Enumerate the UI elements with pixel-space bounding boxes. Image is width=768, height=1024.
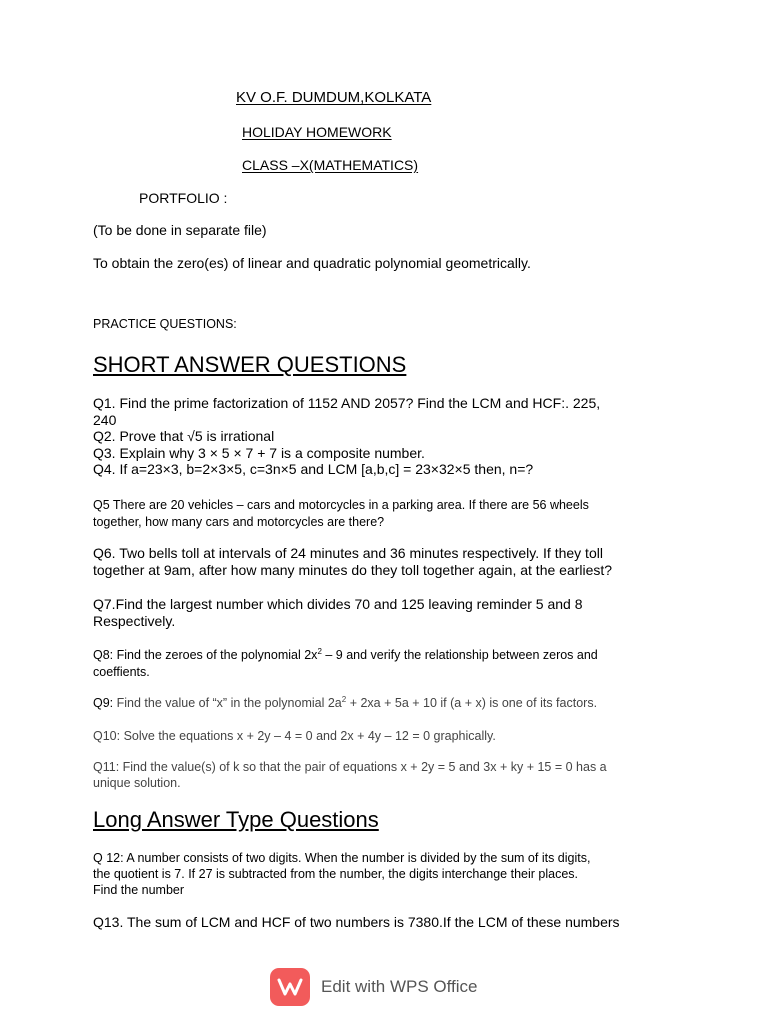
portfolio-task: To obtain the zero(es) of linear and quadratic polynomial geometrically. — [93, 255, 531, 271]
q8-line2: coeffients. — [93, 664, 150, 679]
q6-line1: Q6. Two bells toll at intervals of 24 minutes and 36 minutes respectively. If they toll — [93, 545, 603, 561]
q8-post: – 9 and verify the relationship between zeros and — [321, 648, 598, 662]
q11-line1: Q11: Find the value(s) of k so that the pair of equations x + 2y = 5 and 3x + ky + 15 = 0 has a — [93, 760, 607, 774]
q8-block — [93, 647, 683, 680]
wps-logo-icon[interactable] — [270, 968, 310, 1006]
wps-w-glyph-icon — [277, 976, 303, 998]
practice-label: PRACTICE QUESTIONS: — [93, 317, 237, 331]
q6-line2: together at 9am, after how many minutes do they toll together again, at the earliest? — [93, 561, 613, 578]
q3: Q3. Explain why 3 × 5 × 7 + 7 is a composite number. — [93, 444, 425, 461]
q10-block — [93, 728, 683, 745]
q12-line1: Q 12: A number consists of two digits. When the number is divided by the sum of its digits, — [93, 851, 591, 865]
q9-block — [93, 695, 683, 712]
q7-line2: Respectively. — [93, 612, 176, 629]
q9-line — [93, 695, 683, 712]
q13-block — [93, 914, 683, 931]
q12-line3: Find the number — [93, 883, 185, 897]
q1-line2: 240 — [93, 411, 117, 428]
q8-pre: Q8: Find the zeroes of the polynomial 2x — [93, 648, 318, 662]
q4: Q4. If a=23×3, b=2×3×5, c=3n×5 and LCM [a,b,c] = 23×32×5 then, n=? — [93, 461, 534, 477]
homework-title: HOLIDAY HOMEWORK — [242, 124, 392, 140]
q5-block — [93, 497, 683, 530]
school-name: KV O.F. DUMDUM,KOLKATA — [236, 89, 432, 106]
long-answer-heading: Long Answer Type Questions — [93, 807, 379, 832]
q5-line1: Q5 There are 20 vehicles – cars and motorcycles in a parking area. If there are 56 wheels — [93, 498, 589, 512]
q1-q4-block — [93, 395, 683, 478]
q2: Q2. Prove that √5 is irrational — [93, 428, 275, 444]
q13: Q13. The sum of LCM and HCF of two numbers is 7380.If the LCM of these numbers — [93, 914, 620, 930]
q12-block — [93, 850, 683, 898]
q9-label: Q9: — [93, 696, 114, 710]
q8-line1 — [93, 647, 683, 664]
q7-line1: Q7.Find the largest number which divides 70 and 125 leaving reminder 5 and 8 — [93, 596, 583, 612]
portfolio-label: PORTFOLIO : — [139, 190, 228, 206]
q7-block — [93, 596, 683, 629]
q9-post: + 2xa + 5a + 10 if (a + x) is one of its factors. — [346, 696, 598, 710]
separate-file-note: (To be done in separate file) — [93, 222, 267, 238]
q8-sup: 2 — [317, 646, 322, 656]
q9-pre: Find the value of “x” in the polynomial 2a — [113, 696, 342, 710]
q11-line2: unique solution. — [93, 775, 181, 790]
edit-with-wps-link[interactable]: Edit with WPS Office — [321, 977, 478, 996]
q9-sup: 2 — [341, 694, 347, 704]
class-title: CLASS –X(MATHEMATICS) — [242, 157, 419, 173]
q12-line2: the quotient is 7. If 27 is subtracted from the number, the digits interchange their places. — [93, 867, 578, 881]
q10: Q10: Solve the equations x + 2y – 4 = 0 and 2x + 4y – 12 = 0 graphically. — [93, 729, 496, 743]
short-answer-heading: SHORT ANSWER QUESTIONS — [93, 352, 407, 377]
q6-block — [93, 545, 683, 578]
q5-line2: together, how many cars and motorcycles are there? — [93, 514, 385, 529]
q11-block — [93, 760, 683, 791]
q1-line1: Q1. Find the prime factorization of 1152 AND 2057? Find the LCM and HCF:. 225, — [93, 395, 601, 411]
